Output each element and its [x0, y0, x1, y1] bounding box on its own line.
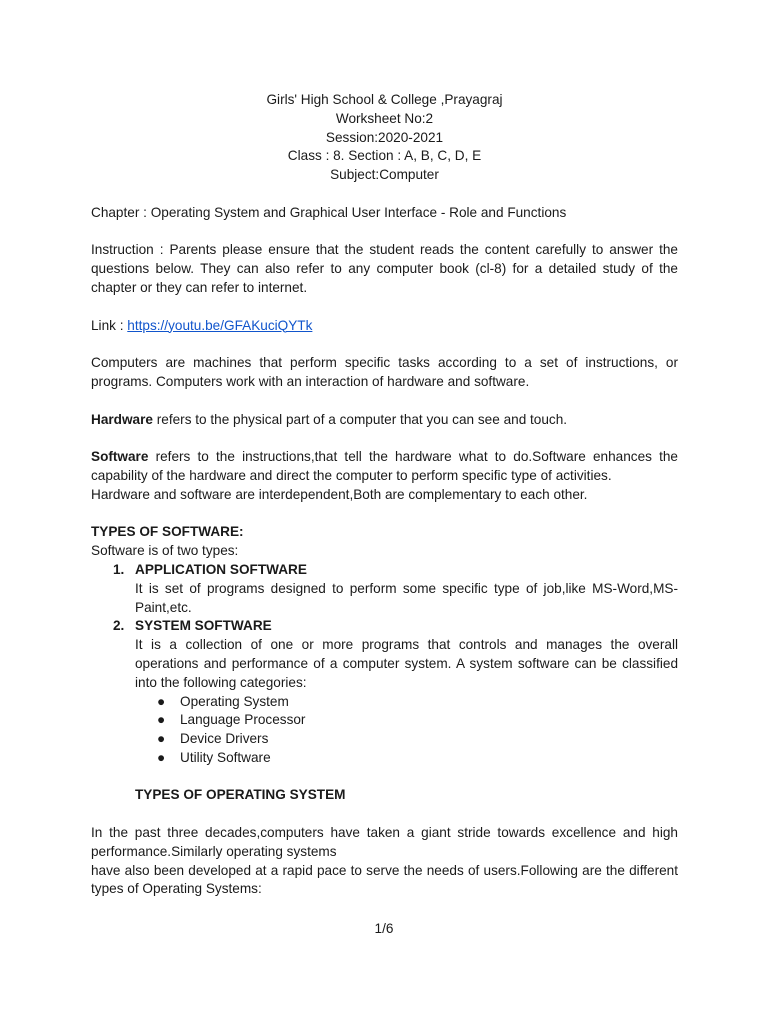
types-of-software-intro: Software is of two types:: [91, 543, 239, 559]
chapter-title: Chapter : Operating System and Graphical User Interface - Role and Functions: [91, 204, 567, 220]
os-types-paragraph-1: In the past three decades,computers have taken a giant stride towards excellence and high performance.Similarly operating systems: [91, 825, 678, 859]
list-item: ● Utility Software: [135, 749, 678, 768]
hardware-paragraph: [91, 411, 678, 430]
types-of-software-heading: TYPES OF SOFTWARE:: [91, 524, 244, 540]
intro-paragraph: Computers are machines that perform specific tasks according to a set of instructions, or programs. Computers work with an interaction of hardware and software.: [91, 355, 678, 389]
software-types-list: [91, 561, 678, 768]
software-paragraph: [91, 448, 678, 486]
list-item: ● Device Drivers: [135, 730, 678, 749]
system-software-text: It is a collection of one or more programs that controls and manages the overall operations and performance of a computer system. A system software can be classified into the following categories:: [135, 637, 678, 690]
application-software-text: It is set of programs designed to perform some specific type of job,like MS-Word,MS-Paint,etc.: [135, 580, 678, 615]
subject: Subject:Computer: [330, 167, 439, 183]
link-line: [91, 317, 678, 336]
link-label: Link :: [91, 317, 128, 333]
bullet-icon: ●: [157, 731, 166, 747]
list-item: [91, 617, 678, 767]
instruction-paragraph: Instruction : Parents please ensure that the student reads the content carefully to answer the questions below. They can also refer to any computer book (cl-8) for a detailed study of the chapter or they can refer to internet.: [91, 242, 678, 295]
list-item: ● Operating System: [135, 693, 678, 712]
bullet-icon: ●: [157, 693, 166, 709]
video-link[interactable]: https://youtu.be/GFAKuciQYTk: [127, 317, 313, 333]
list-item: ● Language Processor: [135, 711, 678, 730]
list-item: [91, 561, 678, 617]
os-types-heading: TYPES OF OPERATING SYSTEM: [135, 787, 346, 803]
software-term: Software: [91, 449, 149, 465]
application-software-title: APPLICATION SOFTWARE: [135, 561, 307, 577]
class-section: Class : 8. Section : A, B, C, D, E: [287, 148, 482, 164]
hardware-definition: refers to the physical part of a computer that you can see and touch.: [152, 411, 568, 427]
bullet-icon: ●: [157, 712, 166, 728]
worksheet-number: Worksheet No:2: [335, 110, 434, 126]
bullet-icon: ●: [157, 749, 166, 765]
document-body: [91, 91, 678, 899]
page-number: 1/6: [374, 921, 394, 936]
software-definition: refers to the instructions,that tell the hardware what to do.Software enhances the capability of the hardware and direct the computer to perform specific type of activities.: [91, 449, 678, 483]
system-software-title: SYSTEM SOFTWARE: [135, 618, 272, 634]
list-number: 1.: [113, 561, 125, 577]
school-name: Girls' High School & College ,Prayagraj: [266, 92, 503, 107]
list-number: 2.: [113, 618, 125, 634]
system-software-categories: [135, 693, 678, 768]
session: Session:2020-2021: [325, 129, 444, 145]
interdependence-line: Hardware and software are interdependent,Both are complementary to each other.: [91, 486, 588, 502]
hardware-term: Hardware: [91, 411, 153, 427]
os-types-paragraph-2: have also been developed at a rapid pace to serve the needs of users.Following are the different types of Operating Systems:: [91, 862, 678, 897]
